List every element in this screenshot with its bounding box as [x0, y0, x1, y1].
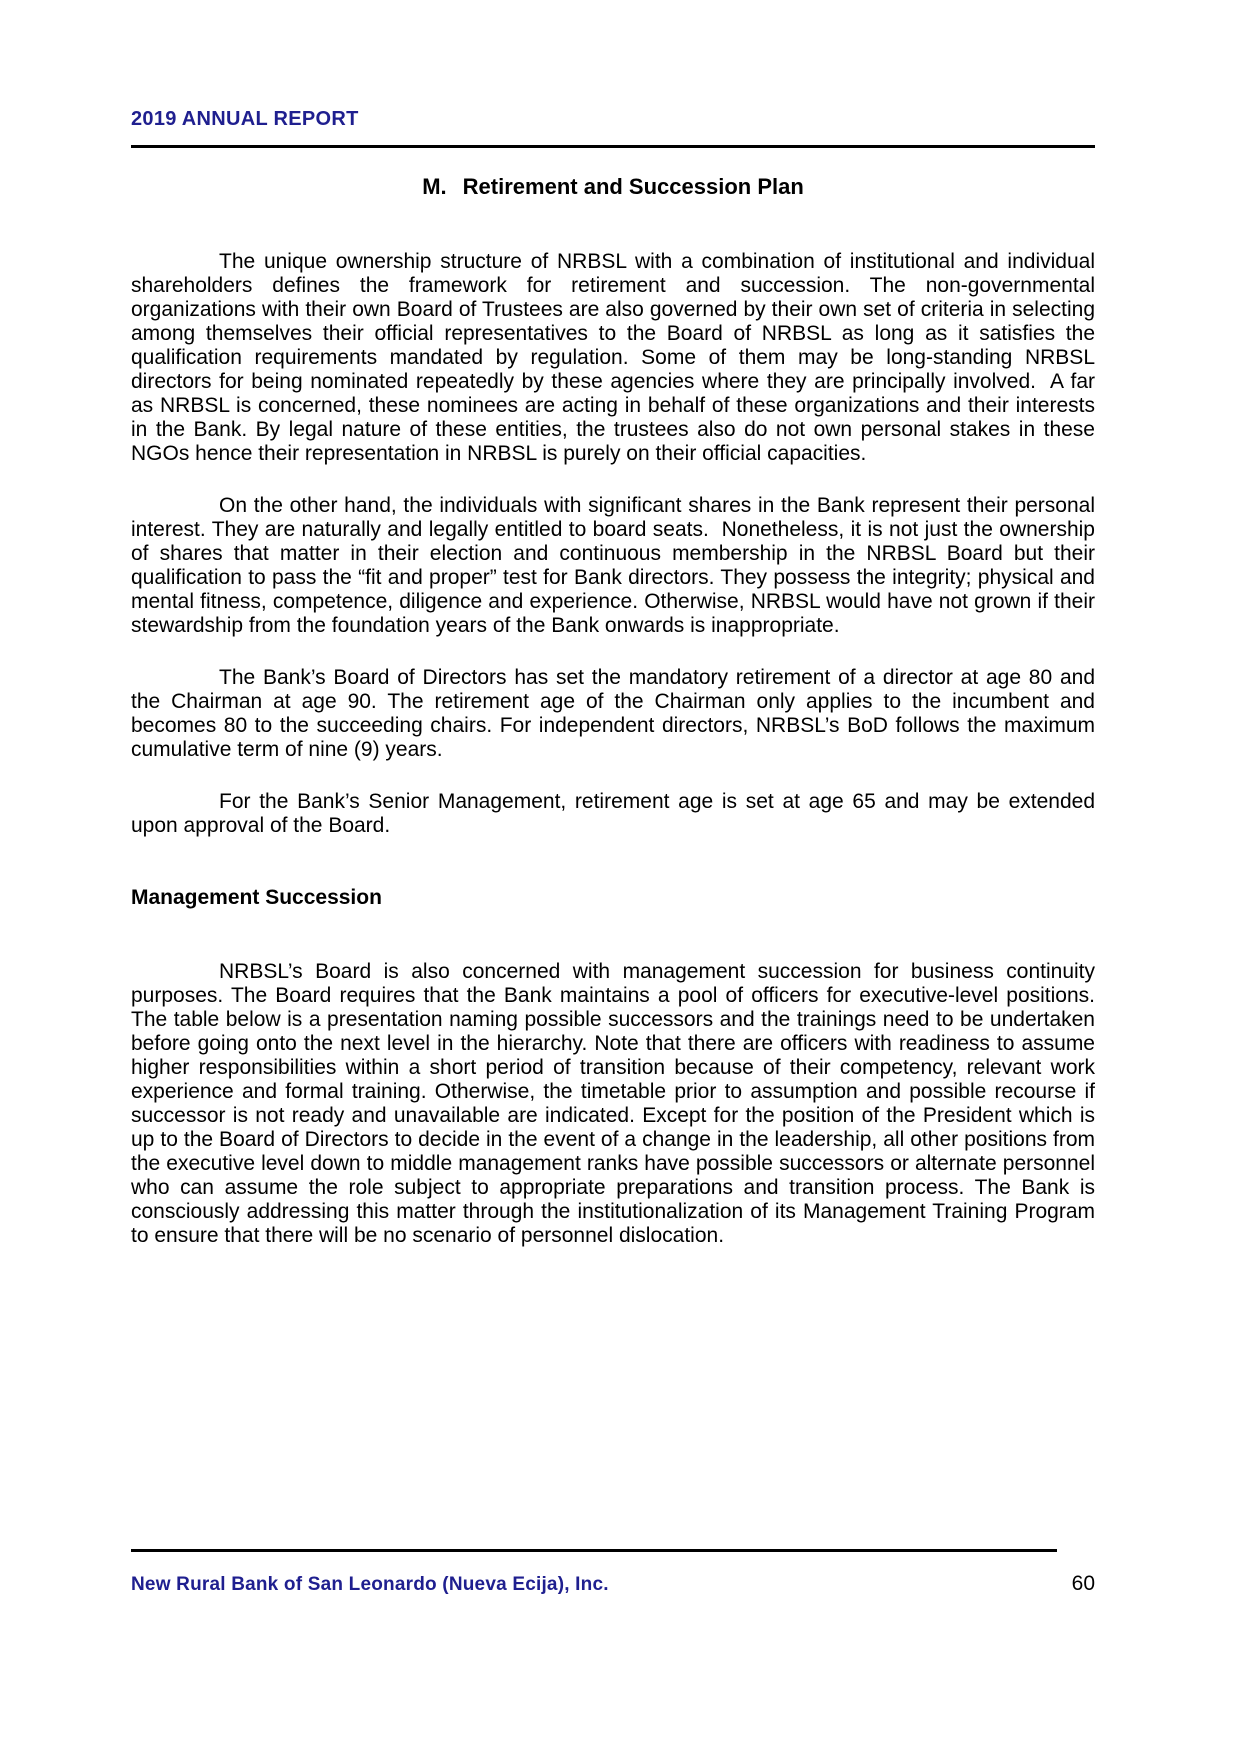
paragraph: On the other hand, the individuals with significant shares in the Bank represent their personal interest. They are naturally and legally entitled to board seats. Nonetheless, it is not just the ownership of shares that matter in their election and continuous membership in the NRBSL Board but their qualification to pass the “fit and proper” test for Bank directors. They possess the integrity; physical and mental fitness, competence, diligence and experience. Otherwise, NRBSL would have not grown if their stewardship from the foundation years of the Bank onwards is inappropriate.	[131, 494, 1101, 637]
page-title	[131, 174, 1095, 200]
footer-bank-name: New Rural Bank of San Leonardo (Nueva Ecija), Inc.	[131, 1574, 609, 1595]
paragraph: The unique ownership structure of NRBSL with a combination of institutional and individual shareholders defines the framework for retirement and succession. The non-governmental organizations with their own Board of Trustees are also governed by their own set of criteria in selecting among themselves their official representatives to the Board of NRBSL as long as it satisfies the qualification requirements mandated by regulation. Some of them may be long-standing NRBSL directors for being nominated repeatedly by these agencies where they are principally involved. A far as NRBSL is concerned, these nominees are acting in behalf of these organizations and their interests in the Bank. By legal nature of these entities, the trustees also do not own personal stakes in these NGOs hence their representation in NRBSL is purely on their official capacities.	[131, 250, 1101, 465]
section-body-text	[131, 960, 1101, 1248]
header-divider	[131, 145, 1095, 148]
report-header-title: 2019 ANNUAL REPORT	[131, 108, 359, 130]
section-heading-management-succession: Management Succession	[131, 886, 382, 909]
page-title-text: Retirement and Succession Plan	[462, 174, 804, 199]
footer-divider	[131, 1549, 1057, 1552]
page-footer	[131, 1572, 1095, 1596]
paragraph: For the Bank’s Senior Management, retirement age is set at age 65 and may be extended upon approval of the Board.	[131, 790, 1101, 837]
paragraph: NRBSL’s Board is also concerned with management succession for business continuity purposes. The Board requires that the Bank maintains a pool of officers for executive-level positions. The table below is a presentation naming possible successors and the trainings need to be undertaken before going onto the next level in the hierarchy. Note that there are officers with readiness to assume higher responsibilities within a short period of transition because of their competency, relevant work experience and formal training. Otherwise, the timetable prior to assumption and possible recourse if successor is not ready and unavailable are indicated. Except for the position of the President which is up to the Board of Directors to decide in the event of a change in the leadership, all other positions from the executive level down to middle management ranks have possible successors or alternate personnel who can assume the role subject to appropriate preparations and transition process. The Bank is consciously addressing this matter through the institutionalization of its Management Training Program to ensure that there will be no scenario of personnel dislocation.	[131, 960, 1101, 1247]
footer-page-number: 60	[1071, 1572, 1095, 1595]
body-text	[131, 250, 1101, 838]
page-title-number: M.	[422, 174, 447, 199]
paragraph: The Bank’s Board of Directors has set the mandatory retirement of a director at age 80 and the Chairman at age 90. The retirement age of the Chairman only applies to the incumbent and becomes 80 to the succeeding chairs. For independent directors, NRBSL’s BoD follows the maximum cumulative term of nine (9) years.	[131, 666, 1101, 761]
